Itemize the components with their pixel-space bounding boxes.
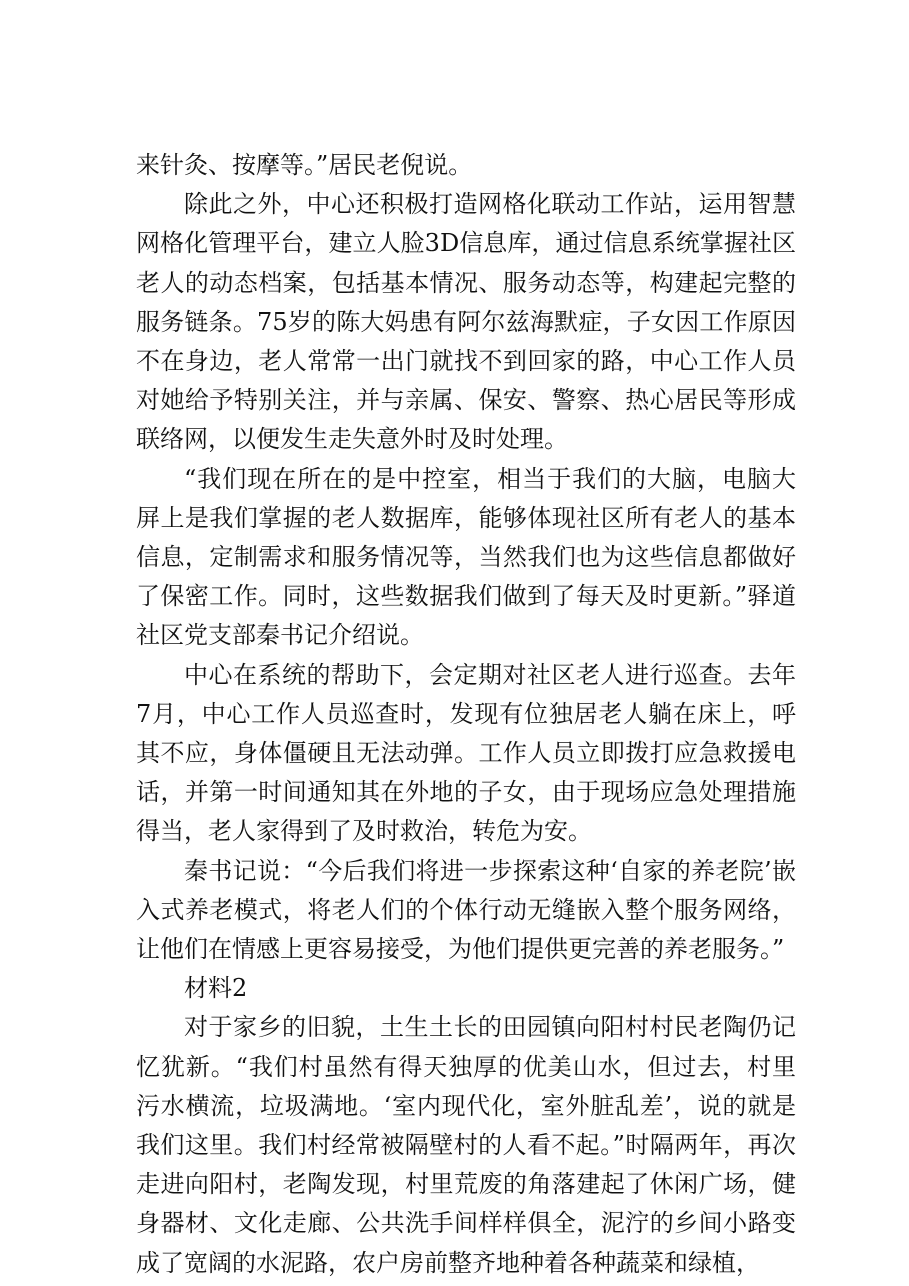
- paragraph-grid-station: 除此之外，中心还积极打造网格化联动工作站，运用智慧网格化管理平台，建立人脸3D信息库，通过信息系统掌握社区老人的动态档案，包括基本情况、服务动态等，构建起完整的服务链条。75岁的陈大妈患有阿尔兹海默症，子女因工作原因不在身边，老人常常一出门就找不到回家的路，中心工作人员对她给予特别关注，并与亲属、保安、警察、热心居民等形成联络网，以便发生走失意外时及时处理。: [136, 190, 796, 454]
- paragraph-control-room-quote: “我们现在所在的是中控室，相当于我们的大脑，电脑大屏上是我们掌握的老人数据库，能够体现社区所有老人的基本信息，定制需求和服务情况等，当然我们也为这些信息都做好了保密工作。同时，这些数据我们做到了每天及时更新。”驿道社区党支部秦书记介绍说。: [136, 464, 796, 650]
- paragraph-continuation: 来针灸、按摩等。”居民老倪说。: [136, 151, 473, 179]
- paragraph-village: 对于家乡的旧貌，土生土长的田园镇向阳村村民老陶仍记忆犹新。“我们村虽然有得天独厚的优美山水，但过去，村里污水横流，垃圾满地。‘室内现代化，室外脏乱差’，说的就是我们这里。我们村经常被隔壁村的人看不起。”时隔两年，再次走进向阳村，老陶发现，村里荒废的角落建起了休闲广场，健身器材、文化走廊、公共洗手间样样俱全，泥泞的乡间小路变成了宽阔的水泥路，农户房前整齐地种着各种蔬菜和绿植，: [136, 1013, 796, 1277]
- paragraph-secretary-quote: 秦书记说：“今后我们将进一步探索这种‘自家的养老院’嵌入式养老模式，将老人们的个体行动无缝嵌入整个服务网络，让他们在情感上更容易接受，为他们提供更完善的养老服务。”: [136, 856, 796, 964]
- section-heading-material-2: 材料2: [184, 974, 248, 1003]
- paragraph-inspection: 中心在系统的帮助下，会定期对社区老人进行巡查。去年7月，中心工作人员巡查时，发现有位独居老人躺在床上，呼其不应，身体僵硬且无法动弹。工作人员立即拨打应急救援电话，并第一时间通知其在外地的子女，由于现场应急处理措施得当，老人家得到了及时救治，转危为安。: [136, 660, 796, 846]
- document-body: [136, 146, 796, 1283]
